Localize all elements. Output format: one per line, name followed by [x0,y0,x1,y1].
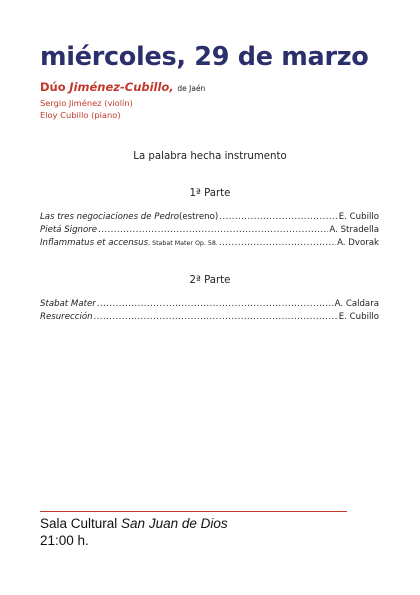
composer-name: A. Stradella [329,225,379,236]
part-one-list [40,212,379,252]
concert-time: 21:00 h. [40,533,89,548]
ensemble-prefix: Dúo [40,80,66,94]
performer-violin: Sergio Jiménez (violín) [40,98,133,108]
composer-name: A. Dvorak [337,238,379,249]
ensemble-line [40,80,205,94]
performer-piano: Eloy Cubillo (piano) [40,110,121,120]
work-title: Las tres negociaciones de Pedro [40,212,179,222]
ensemble-origin: de Jaén [177,84,206,93]
composer-name: E. Cubillo [338,312,379,323]
dot-leader [219,212,338,222]
program-entry [40,299,379,312]
program-entry [40,225,379,238]
concert-date: miércoles, 29 de marzo [40,42,369,72]
work-note: (estreno) [179,212,219,222]
dot-leader [219,238,336,248]
footer-divider [40,511,347,512]
dot-leader [97,299,334,309]
program-entry [40,312,379,325]
program-entry [40,212,379,225]
venue-prefix: Sala Cultural [40,516,122,531]
program-title: La palabra hecha instrumento [133,151,287,162]
composer-name: E. Cubillo [338,212,379,222]
part-two-list [40,299,379,325]
work-title: Inflammatus et accensus [40,238,149,249]
dot-leader [98,225,328,235]
ensemble-names: Jiménez-Cubillo, [69,80,174,94]
part-two-heading: 2ª Parte [189,275,231,286]
composer-name: A. Caldara [334,299,379,309]
program-entry [40,238,379,251]
work-title: Resurección [40,312,93,323]
part-one-heading: 1ª Parte [189,188,231,199]
work-note: , Stabat Mater Op. 58. [148,240,218,248]
dot-leader [94,312,338,322]
work-title: Pietá Signore [40,225,98,236]
venue-name: San Juan de Dios [121,516,228,531]
venue-line [40,516,228,531]
work-title: Stabat Mater [40,299,96,309]
